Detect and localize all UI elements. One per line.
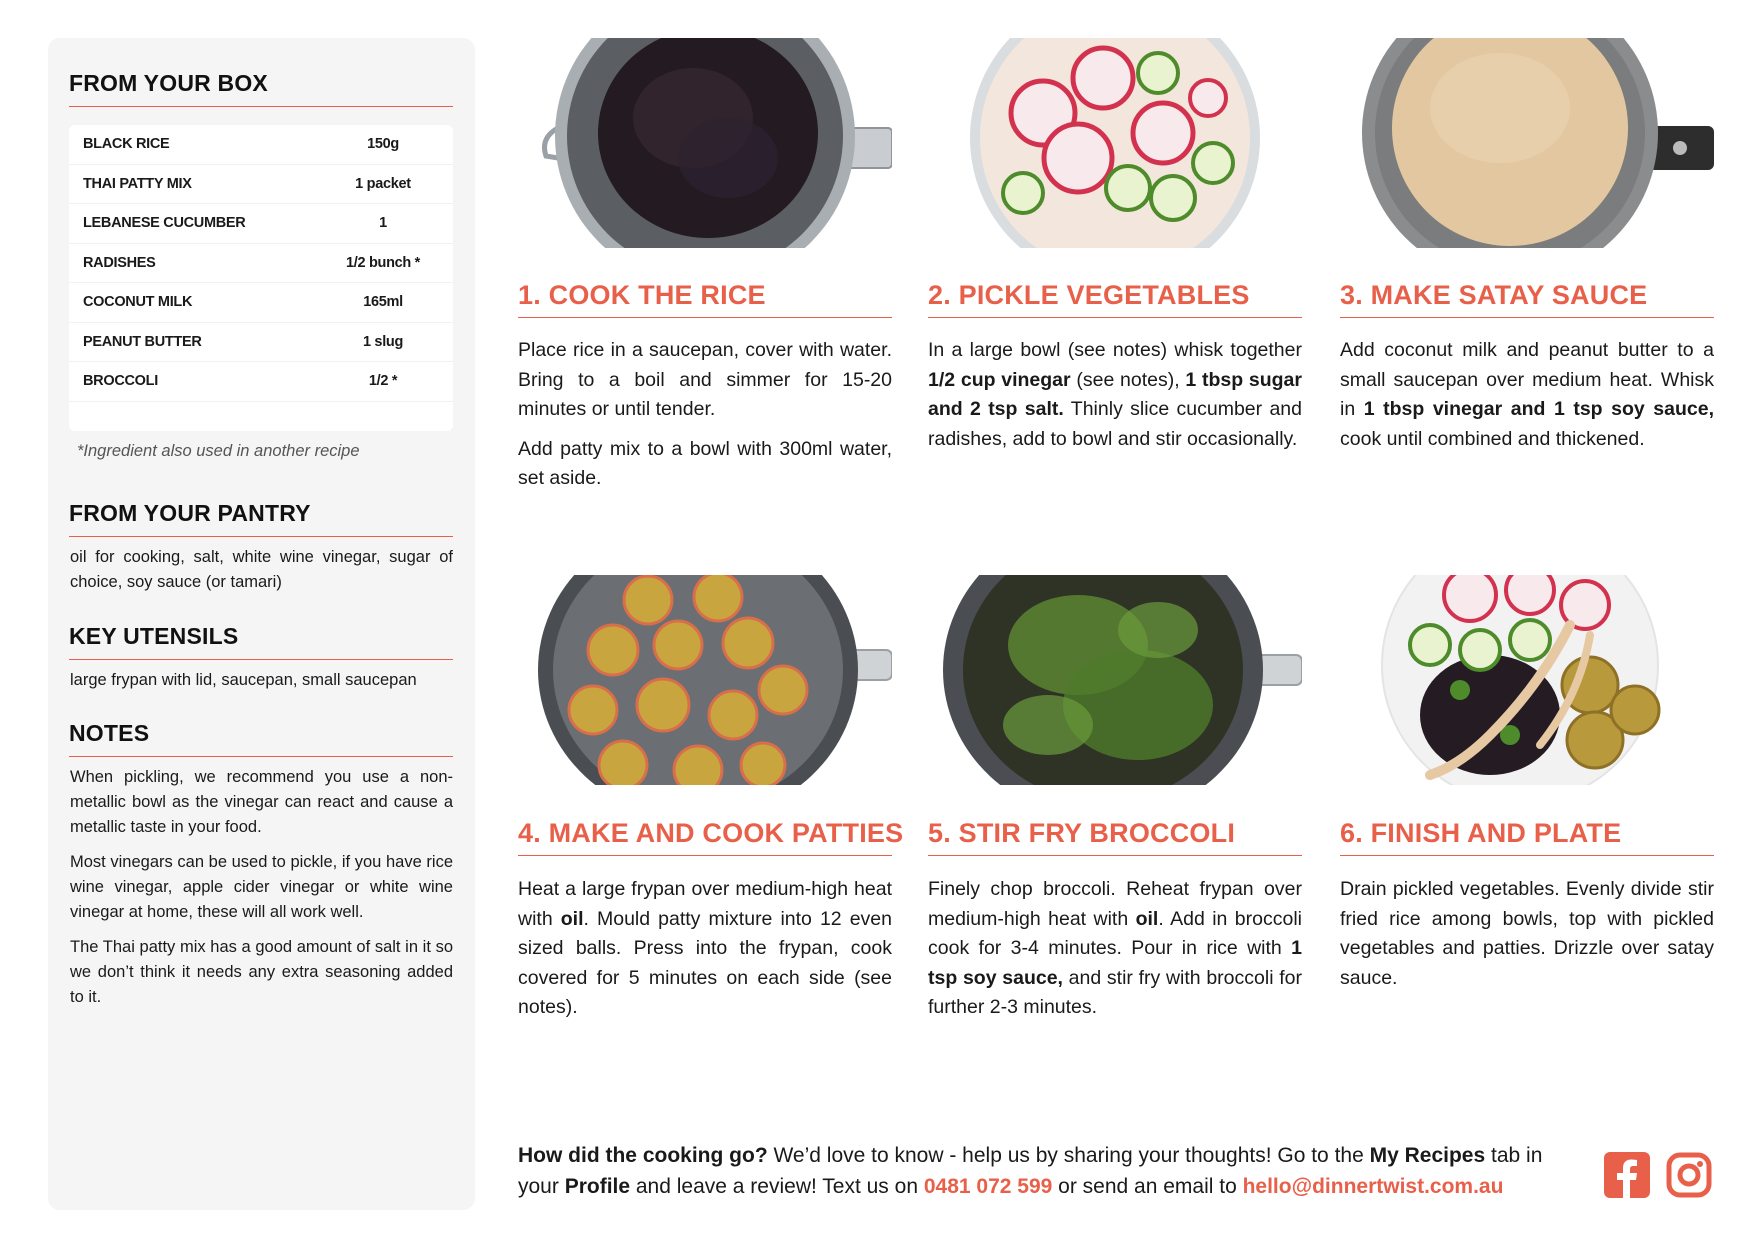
- step-bold-text: 1 tsp soy sauce,: [928, 937, 1302, 989]
- step-1-body: [518, 336, 892, 504]
- patties-frypan-photo: [518, 575, 892, 785]
- ingredient-footnote: *Ingredient also used in another recipe: [77, 442, 360, 460]
- step-text: Add coconut milk and peanut butter to a small saucepan over medium heat. Whisk in: [1340, 339, 1714, 420]
- step-5-body: [928, 875, 1302, 1033]
- step-text: . Mould patty mixture into 12 even sized balls. Press into the frypan, cook covered for 5 minutes on each side (see notes).: [518, 907, 892, 1018]
- table-row: [69, 125, 453, 165]
- ingredient-name: BLACK RICE: [83, 136, 170, 153]
- table-row: [69, 244, 453, 284]
- footer-text: and leave a review! Text us on: [630, 1175, 924, 1198]
- my-recipes-label: My Recipes: [1369, 1144, 1486, 1167]
- table-row: [69, 362, 453, 402]
- ingredients-panel: [48, 38, 475, 1210]
- step-3-body: [1340, 336, 1714, 464]
- utensils-heading: KEY UTENSILS: [69, 623, 453, 660]
- ingredient-name: LEBANESE CUCUMBER: [83, 215, 246, 232]
- step-text: and stir fry with broccoli for further 2-3 minutes.: [928, 966, 1302, 1018]
- step-4-body: [518, 875, 892, 1033]
- step-5-title: 5. STIR FRY BROCCOLI: [928, 818, 1302, 856]
- ingredient-name: PEANUT BUTTER: [83, 333, 202, 350]
- step-6-body: [1340, 875, 1714, 1003]
- stir-fry-photo: [928, 575, 1302, 785]
- ingredient-name: BROCCOLI: [83, 373, 158, 390]
- step-6-title: 6. FINISH AND PLATE: [1340, 818, 1714, 856]
- step-text: cook until combined and thickened.: [1340, 427, 1645, 450]
- step-4-paragraph: [518, 875, 892, 1023]
- ingredient-name: COCONUT MILK: [83, 294, 193, 311]
- step-3-title: 3. MAKE SATAY SAUCE: [1340, 280, 1714, 318]
- step-1-paragraph: Place rice in a saucepan, cover with water. Bring to a boil and simmer for 15-20 minutes or until tender.: [518, 339, 892, 420]
- step-6-paragraph: Drain pickled vegetables. Evenly divide stir fried rice among bowls, top with pickled vegetables and patties. Drizzle over satay sauce.: [1340, 878, 1714, 989]
- step-4-title: 4. MAKE AND COOK PATTIES: [518, 818, 892, 856]
- step-bold-text: oil: [1135, 907, 1159, 930]
- ingredients-table: [69, 125, 453, 431]
- table-row: [69, 204, 453, 244]
- profile-label: Profile: [564, 1175, 631, 1198]
- ingredient-name: RADISHES: [83, 254, 156, 271]
- notes-paragraph: Most vinegars can be used to pickle, if you have rice wine vinegar, apple cider vinegar or white wine vinegar at home, these will all work well.: [70, 853, 453, 921]
- phone-link[interactable]: 0481 072 599: [923, 1175, 1053, 1198]
- step-bold-text: 1 tbsp sugar and 2 tsp salt.: [928, 368, 1302, 420]
- ingredient-qty: 1 packet: [355, 175, 411, 192]
- step-text: (see notes),: [1070, 368, 1186, 391]
- step-bold-text: 1/2 cup vinegar: [928, 368, 1071, 391]
- utensils-text: large frypan with lid, saucepan, small saucepan: [70, 671, 417, 689]
- step-text: In a large bowl (see notes) whisk together: [928, 339, 1302, 361]
- footer-text: or send an email to: [1052, 1175, 1243, 1198]
- step-text: Heat a large frypan over medium-high heat with: [518, 878, 892, 930]
- box-heading: FROM YOUR BOX: [69, 70, 453, 107]
- pickle-bowl-photo: [928, 38, 1302, 248]
- footer-text: We’d love to know - help us by sharing your thoughts! Go to the: [767, 1144, 1370, 1167]
- email-link[interactable]: hello@dinnertwist.com.au: [1242, 1175, 1504, 1198]
- pantry-heading: FROM YOUR PANTRY: [69, 500, 453, 537]
- step-text: Thinly slice cucumber and radishes, add to bowl and stir occasionally.: [928, 398, 1302, 450]
- pantry-text: oil for cooking, salt, white wine vinegar, sugar of choice, soy sauce (or tamari): [70, 548, 453, 591]
- step-2-body: [928, 336, 1302, 464]
- ingredient-qty: 1/2 bunch *: [345, 254, 421, 271]
- table-row: [69, 283, 453, 323]
- step-1-paragraph: Add patty mix to a bowl with 300ml water, set aside.: [518, 437, 892, 489]
- instagram-icon[interactable]: [1666, 1152, 1712, 1198]
- ingredient-name: THAI PATTY MIX: [83, 175, 192, 192]
- step-3-paragraph: [1340, 336, 1714, 454]
- footer-text: tab in your: [518, 1144, 1543, 1198]
- ingredient-qty: 165ml: [363, 294, 403, 311]
- table-row: [69, 165, 453, 205]
- ingredient-qty: 1 slug: [362, 333, 404, 350]
- ingredient-qty: 150g: [367, 136, 399, 153]
- step-1-title: 1. COOK THE RICE: [518, 280, 892, 318]
- step-bold-text: oil: [560, 907, 584, 930]
- notes-paragraph: The Thai patty mix has a good amount of salt in it so we don’t think it needs any extra seasoning added to it.: [70, 938, 453, 1006]
- feedback-question: How did the cooking go?: [518, 1144, 768, 1167]
- step-bold-text: 1 tbsp vinegar and 1 tsp soy sauce,: [1363, 398, 1714, 420]
- notes-heading: NOTES: [69, 720, 453, 757]
- notes-paragraph: When pickling, we recommend you use a non-metallic bowl as the vinegar can react and cause a metallic taste in your food.: [70, 768, 453, 836]
- facebook-icon[interactable]: [1604, 1152, 1650, 1198]
- ingredient-qty: 1/2 *: [368, 373, 398, 390]
- step-5-paragraph: [928, 875, 1302, 1023]
- feedback-footer: [518, 1140, 1578, 1202]
- satay-sauce-photo: [1340, 38, 1714, 248]
- step-text: . Add in broccoli cook for 3-4 minutes. Pour in rice with: [928, 907, 1302, 959]
- step-2-paragraph: [928, 336, 1302, 454]
- finished-plate-photo: [1340, 575, 1714, 785]
- ingredient-qty: 1: [379, 215, 387, 232]
- table-row: [69, 323, 453, 363]
- step-2-title: 2. PICKLE VEGETABLES: [928, 280, 1302, 318]
- step-text: Finely chop broccoli. Reheat frypan over medium-high heat with: [928, 878, 1302, 930]
- rice-strainer-photo: [518, 38, 892, 248]
